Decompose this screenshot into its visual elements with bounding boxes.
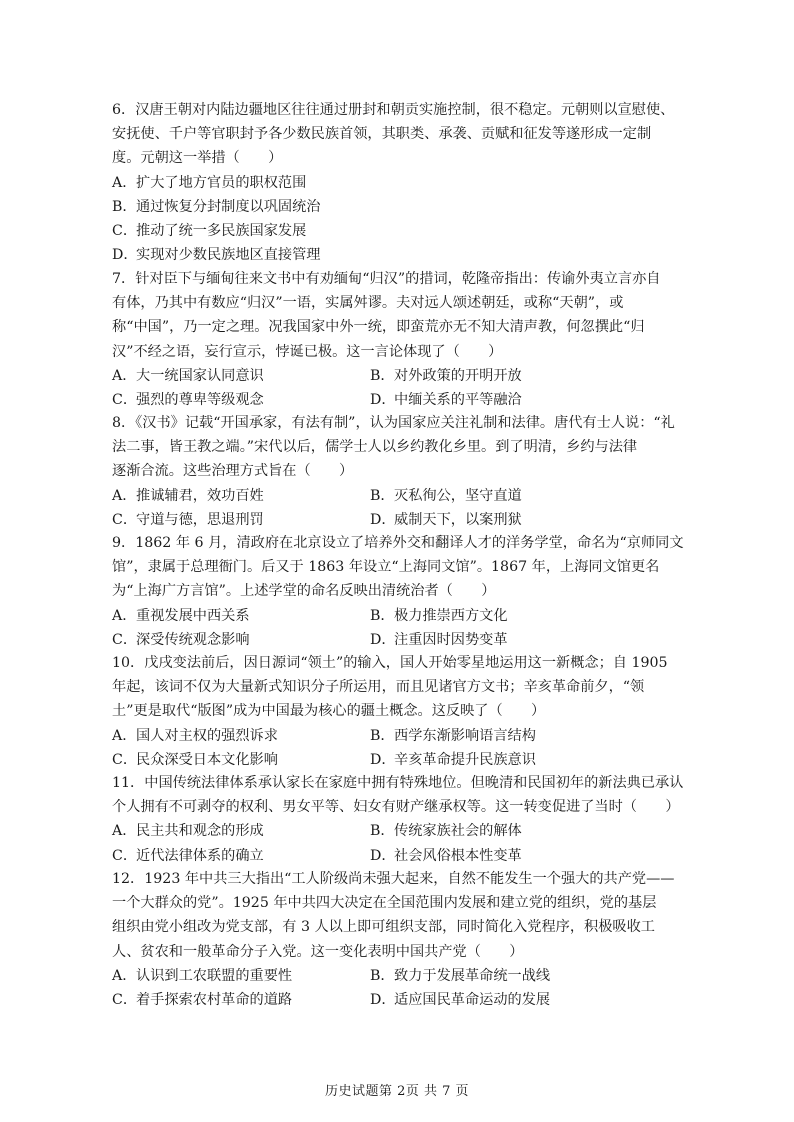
stem-line: 称“中国”，乃一定之理。况我国家中外一统，即蛮荒亦无不知大清声教，何忽撰此“归 <box>112 319 645 336</box>
option-c[interactable]: C．推动了统一多民族国家发展 <box>112 222 307 239</box>
stem-line: 人、贫农和一般革命分子入党。这一变化表明中国共产党（ ） <box>112 943 524 960</box>
question-9 <box>112 531 722 652</box>
option-c[interactable]: C．深受传统观念影响 <box>112 631 250 648</box>
option-c[interactable]: C．守道与德，思退刑罚 <box>112 511 264 528</box>
option-d[interactable]: D．实现对少数民族地区直接管理 <box>112 247 321 264</box>
stem-line: 戊戌变法前后，因日源词“领土”的输入，国人开始零星地运用这一新概念；自 1905 <box>144 655 668 671</box>
stem-line: 个人拥有不可剥夺的权利、男女平等、妇女有财产继承权等。这一转变促进了当时（ ） <box>112 799 680 816</box>
stem-line: 1862 年 6 月，清政府在北京设立了培养外交和翻译人才的洋务学堂，命名为“京师同文 <box>135 535 684 551</box>
options <box>112 964 722 1012</box>
option-d[interactable]: D．中缅关系的平等融洽 <box>370 392 522 408</box>
stem-line: 《汉书》记载“开国承家，有法有制”，认为国家应关注礼制和法律。唐代有士人说：“礼 <box>135 415 675 431</box>
question-stem <box>112 267 722 364</box>
stem-line: 年起，该词不仅为大量新式知识分子所运用，而且见诸官方文书；辛亥革命前夕，“领 <box>112 679 645 696</box>
question-stem <box>112 651 722 724</box>
question-number: 8． <box>112 415 136 431</box>
option-c[interactable]: C．着手探索农村革命的道路 <box>112 992 293 1008</box>
question-stem <box>112 98 722 171</box>
stem-line: 一个大群众的党”。1925 年中共四大决定在全国范围内发展和建立党的组织，党的基层 <box>112 895 657 912</box>
question-number: 6． <box>112 102 136 118</box>
option-d[interactable]: D．适应国民革命运动的发展 <box>370 992 551 1008</box>
option-d[interactable]: D．社会风俗根本性变革 <box>370 847 522 864</box>
option-d[interactable]: D．辛亥革命提升民族意识 <box>370 751 536 768</box>
question-12 <box>112 867 722 1012</box>
option-a[interactable]: A．重视发展中西关系 <box>112 607 250 624</box>
option-a[interactable]: A．国人对主权的强烈诉求 <box>112 727 278 744</box>
question-number: 9． <box>112 535 136 551</box>
stem-line: 为“上海广方言馆”。上述学堂的命名反映出清统治者（ ） <box>112 583 496 600</box>
stem-line: 汉唐王朝对内陆边疆地区往往通过册封和朝贡实施控制，很不稳定。元朝则以宣慰使、 <box>135 102 675 118</box>
option-c[interactable]: C．民众深受日本文化影响 <box>112 751 278 768</box>
options <box>112 171 722 268</box>
option-c[interactable]: C．强烈的尊卑等级观念 <box>112 392 264 408</box>
question-stem <box>112 531 722 604</box>
question-10 <box>112 651 722 772</box>
question-7 <box>112 267 722 412</box>
option-a[interactable]: A．认识到工农联盟的重要性 <box>112 967 293 984</box>
stem-line: 安抚使、千户等官职封予各少数民族首领，其职类、承袭、贡赋和征发等遂形成一定制 <box>112 126 652 143</box>
question-stem <box>112 411 722 484</box>
option-b[interactable]: B．传统家族社会的解体 <box>370 823 522 840</box>
stem-line: 有体，乃其中有数应“归汉”一语，实属舛谬。夫对远人颂述朝廷，或称“天朝”，或 <box>112 295 624 312</box>
option-b[interactable]: B．西学东渐影响语言结构 <box>370 727 536 744</box>
option-a[interactable]: A．民主共和观念的形成 <box>112 823 264 840</box>
question-11 <box>112 771 722 868</box>
stem-line: 汉”不经之语，妄行宣示，悖诞已极。这一言论体现了（ ） <box>112 343 503 360</box>
option-d[interactable]: D．威制天下，以案刑狱 <box>370 511 522 528</box>
stem-line: 1923 年中共三大指出“工人阶级尚未强大起来，自然不能发生一个强大的共产党—— <box>144 871 675 887</box>
question-8 <box>112 411 722 532</box>
stem-line: 土”更是取代“版图”成为中国最为核心的疆土概念。这反映了（ ） <box>112 703 546 720</box>
option-a[interactable]: A．大一统国家认同意识 <box>112 367 264 384</box>
options <box>112 364 722 412</box>
question-6 <box>112 98 722 267</box>
question-number: 7． <box>112 271 136 287</box>
option-b[interactable]: B．极力推崇西方文化 <box>370 607 508 624</box>
option-b[interactable]: B．对外政策的开明开放 <box>370 367 522 384</box>
options <box>112 819 722 867</box>
stem-line: 逐渐合流。这些治理方式旨在（ ） <box>112 463 354 480</box>
stem-line: 法二事，皆王教之端。”宋代以后，儒学士人以乡约教化乡里。到了明清，乡约与法律 <box>112 439 638 456</box>
stem-line: 针对臣下与缅甸往来文书中有劝缅甸“归汉”的措词，乾隆帝指出：传谕外夷立言亦自 <box>135 271 661 287</box>
options <box>112 724 722 772</box>
option-d[interactable]: D．注重因时因势变革 <box>370 631 508 648</box>
option-a[interactable]: A．推诚辅君，效功百姓 <box>112 487 264 504</box>
option-a[interactable]: A．扩大了地方官员的职权范围 <box>112 174 307 191</box>
question-number: 12． <box>112 871 145 887</box>
stem-line: 度。元朝这一举措（ ） <box>112 150 283 167</box>
option-b[interactable]: B．致力于发展革命统一战线 <box>370 967 551 984</box>
option-b[interactable]: B．灭私徇公，坚守直道 <box>370 487 522 504</box>
question-number: 10． <box>112 655 145 671</box>
stem-line: 馆”，隶属于总理衙门。后又于 1863 年设立“上海同文馆”。1867 年，上海同文馆更名 <box>112 559 660 576</box>
page-footer: 历史试题第 2页 共 7 页 <box>324 1084 470 1099</box>
option-c[interactable]: C．近代法律体系的确立 <box>112 847 264 864</box>
stem-line: 中国传统法律体系承认家长在家庭中拥有特殊地位。但晚清和民国初年的新法典已承认 <box>144 775 684 791</box>
options <box>112 604 722 652</box>
question-stem <box>112 867 722 964</box>
question-stem <box>112 771 722 819</box>
option-b[interactable]: B．通过恢复分封制度以巩固统治 <box>112 198 321 215</box>
stem-line: 组织由党小组改为党支部，有 3 人以上即可组织支部，同时简化入党程序，积极吸收工 <box>112 919 655 936</box>
question-number: 11． <box>112 775 145 791</box>
options <box>112 484 722 532</box>
